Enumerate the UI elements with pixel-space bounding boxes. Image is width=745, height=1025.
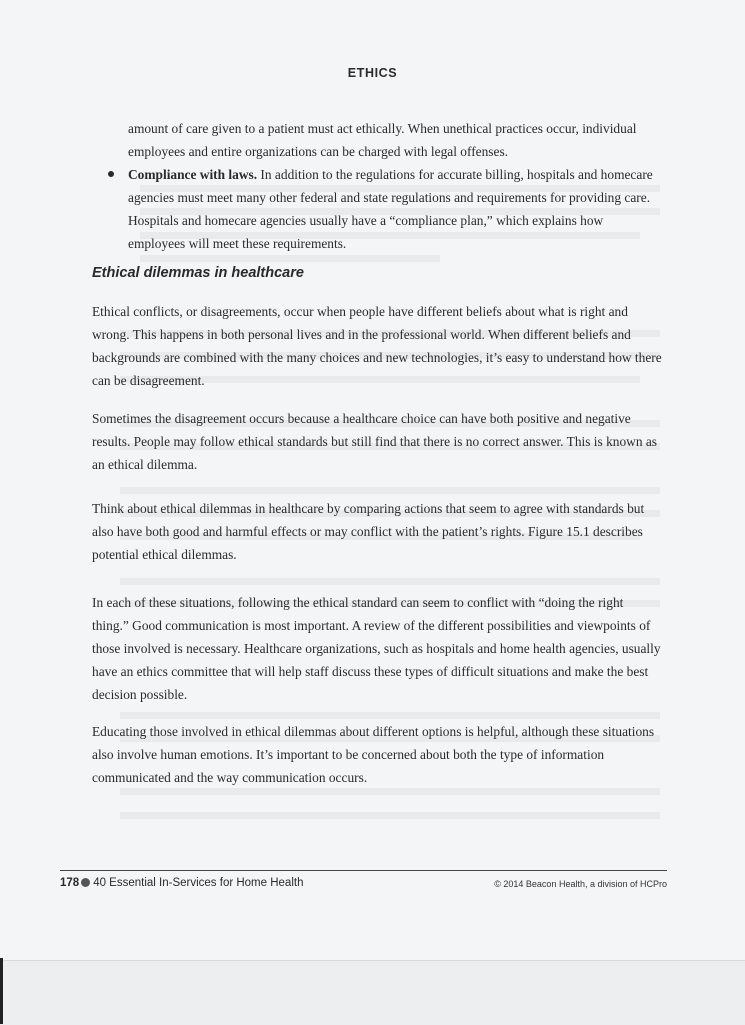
bleed-through <box>120 788 660 795</box>
paragraph-disagreement: Sometimes the disagreement occurs because a healthcare choice can have both positive and negative results. People may follow ethical standards but still find that there is no correct answer. This is known as an ethical dilemma. <box>92 411 658 472</box>
bleed-through <box>120 578 660 585</box>
paragraph-educating: Educating those involved in ethical dilemmas about different options is helpful, although these situations also involve human emotions. It’s important to be concerned about both the type of information communicated and the way communication occurs. <box>92 724 655 785</box>
bullet-icon <box>108 171 114 177</box>
page-number: 178 <box>60 877 80 889</box>
scan-bottom-margin <box>0 960 745 1025</box>
paragraph-think-about: Think about ethical dilemmas in healthcare by comparing actions that seem to agree with standards but also have both good and harmful effects or may conflict with the patient’s rights. Figure 15.1 describes potential ethical dilemmas. <box>92 501 645 562</box>
bullet-compliance <box>128 163 660 255</box>
book-title: 40 Essential In-Services for Home Health <box>93 877 304 889</box>
continuation-paragraph: amount of care given to a patient must act ethically. When unethical practices occur, individual employees and entire organizations can be charged with legal offenses. <box>128 121 637 159</box>
paragraph-situations: In each of these situations, following the ethical standard can seem to conflict with “doing the right thing.” Good communication is most important. A review of the different possibilities and viewpoints of those involved is necessary. Healthcare organizations, such as hospitals and home health agencies, usually have an ethics committee that will help staff discuss these types of difficult situations and make the best decision possible. <box>92 595 661 702</box>
bleed-through <box>140 255 440 262</box>
bleed-through <box>120 487 660 494</box>
bullet-text: In addition to the regulations for accurate billing, hospitals and homecare agencies must meet many other federal and state regulations and requirements for providing care. Hospitals and homecare agencies usually have a “compliance plan,” which explains how employees will meet these requirements. <box>128 167 653 251</box>
footer-rule <box>60 870 667 871</box>
footer-copyright: © 2014 Beacon Health, a division of HCPro <box>494 879 667 889</box>
section-heading: Ethical dilemmas in healthcare <box>92 265 304 281</box>
scan-edge <box>0 958 3 1024</box>
running-header: ETHICS <box>347 66 398 80</box>
bullet-term: Compliance with laws. <box>128 167 258 182</box>
bleed-through <box>120 812 660 819</box>
bleed-through <box>120 712 660 719</box>
footer-book-info <box>60 877 303 889</box>
bullet-dot-icon <box>81 878 90 887</box>
paragraph-ethical-conflicts: Ethical conflicts, or disagreements, occur when people have different beliefs about what is right and wrong. This happens in both personal lives and in the professional world. When different beliefs and backgrounds are combined with the many choices and new technologies, it’s easy to understand how there can be disagreement. <box>92 304 662 388</box>
